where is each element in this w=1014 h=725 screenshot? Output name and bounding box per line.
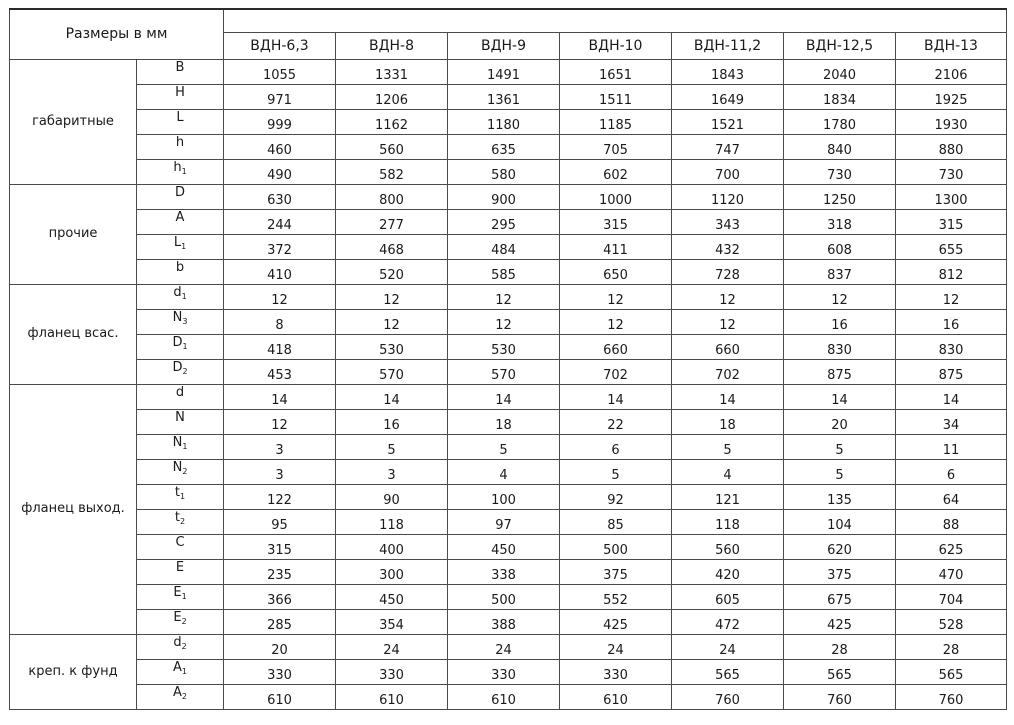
dimension-value: 620: [784, 534, 896, 559]
dimension-value: 747: [672, 134, 784, 159]
dimension-code: [137, 234, 224, 259]
dimension-value: 602: [560, 159, 672, 184]
dimension-value: 14: [672, 384, 784, 409]
dimension-value: 610: [448, 684, 560, 709]
dimension-value: 4: [448, 459, 560, 484]
table-row: [10, 334, 1007, 359]
dimension-value: 3: [224, 459, 336, 484]
model-header: ВДН-10: [560, 32, 672, 59]
dimension-subscript: 1: [181, 591, 187, 601]
dimension-value: 971: [224, 84, 336, 109]
model-header: ВДН-9: [448, 32, 560, 59]
dimension-value: 95: [224, 509, 336, 534]
dimension-value: 12: [560, 309, 672, 334]
dimension-symbol: D: [174, 184, 185, 200]
dimension-code: [137, 509, 224, 534]
table-row: [10, 284, 1007, 309]
dimension-value: 840: [784, 134, 896, 159]
dimension-value: 315: [896, 209, 1007, 234]
dimension-value: 420: [672, 559, 784, 584]
dimension-code: [137, 184, 224, 209]
dimension-value: 121: [672, 484, 784, 509]
dimension-code: [137, 334, 224, 359]
dimension-value: 372: [224, 234, 336, 259]
dimension-value: 1511: [560, 84, 672, 109]
dimension-value: 552: [560, 584, 672, 609]
dimension-value: 8: [224, 309, 336, 334]
dimension-value: 1120: [672, 184, 784, 209]
group-label: креп. к фунд: [10, 634, 137, 709]
dimension-code: [137, 459, 224, 484]
dimension-value: 1521: [672, 109, 784, 134]
corner-header: Размеры в мм: [10, 9, 224, 59]
dimension-symbol: t: [174, 484, 180, 500]
dimension-symbol: N: [172, 434, 183, 450]
dimension-value: 565: [896, 659, 1007, 684]
dimension-value: 285: [224, 609, 336, 634]
dimensions-table: [9, 8, 1007, 710]
dimension-value: 14: [560, 384, 672, 409]
table-row: [10, 534, 1007, 559]
dimension-subscript: 2: [181, 691, 187, 701]
dimension-value: 1300: [896, 184, 1007, 209]
group-label: габаритные: [10, 59, 137, 184]
dimension-value: 5: [448, 434, 560, 459]
dimension-value: 20: [784, 409, 896, 434]
dimension-value: 610: [336, 684, 448, 709]
dimension-code: [137, 659, 224, 684]
dimension-value: 3: [336, 459, 448, 484]
dimension-symbol: N: [172, 459, 183, 475]
dimension-value: 400: [336, 534, 448, 559]
dimension-symbol: N: [175, 409, 185, 425]
dimensions-sheet: [9, 8, 1007, 710]
dimension-value: 12: [896, 284, 1007, 309]
dimension-value: 12: [448, 284, 560, 309]
dimension-code: [137, 359, 224, 384]
group-label: прочие: [10, 184, 137, 284]
dimension-value: 425: [784, 609, 896, 634]
dimension-value: 28: [896, 634, 1007, 659]
dimension-value: 92: [560, 484, 672, 509]
dimension-value: 1491: [448, 59, 560, 84]
dimension-value: 11: [896, 434, 1007, 459]
dimension-value: 1649: [672, 84, 784, 109]
dimension-value: 14: [224, 384, 336, 409]
dimension-subscript: 1: [181, 666, 187, 676]
dimension-value: 16: [784, 309, 896, 334]
dimension-code: [137, 534, 224, 559]
dimension-value: 565: [784, 659, 896, 684]
dimension-value: 28: [784, 634, 896, 659]
dimension-subscript: 1: [182, 441, 188, 451]
dimension-value: 675: [784, 584, 896, 609]
table-row: [10, 59, 1007, 84]
dimension-value: 375: [560, 559, 672, 584]
dimension-symbol: L: [173, 234, 182, 250]
dimension-subscript: 3: [182, 316, 188, 326]
dimension-subscript: 2: [182, 466, 188, 476]
table-row: [10, 209, 1007, 234]
dimension-code: [137, 109, 224, 134]
dimension-code: [137, 284, 224, 309]
dimension-value: 315: [224, 534, 336, 559]
dimension-value: 760: [784, 684, 896, 709]
dimension-value: 875: [784, 359, 896, 384]
dimension-value: 18: [448, 409, 560, 434]
dimension-value: 1925: [896, 84, 1007, 109]
dimension-value: 702: [672, 359, 784, 384]
dimension-value: 812: [896, 259, 1007, 284]
dimension-value: 411: [560, 234, 672, 259]
dimension-value: 432: [672, 234, 784, 259]
dimension-value: 354: [336, 609, 448, 634]
table-row: [10, 559, 1007, 584]
dimension-code: [137, 584, 224, 609]
dimension-value: 418: [224, 334, 336, 359]
dimension-value: 500: [560, 534, 672, 559]
dimension-value: 450: [336, 584, 448, 609]
dimension-value: 1361: [448, 84, 560, 109]
dimension-value: 12: [224, 409, 336, 434]
dimension-value: 1162: [336, 109, 448, 134]
dimension-value: 470: [896, 559, 1007, 584]
dimension-value: 16: [336, 409, 448, 434]
dimension-value: 570: [336, 359, 448, 384]
dimension-value: 837: [784, 259, 896, 284]
dimension-code: [137, 159, 224, 184]
table-row: [10, 459, 1007, 484]
dimension-value: 875: [896, 359, 1007, 384]
dimension-value: 24: [560, 634, 672, 659]
dimension-value: 315: [560, 209, 672, 234]
dimension-value: 468: [336, 234, 448, 259]
dimension-value: 12: [336, 284, 448, 309]
dimension-symbol: d: [173, 634, 182, 650]
dimension-value: 295: [448, 209, 560, 234]
dimension-value: 580: [448, 159, 560, 184]
dimension-symbol: h: [173, 159, 182, 175]
dimension-subscript: 2: [182, 366, 188, 376]
dimension-value: 2040: [784, 59, 896, 84]
dimension-code: [137, 609, 224, 634]
dimension-symbol: A: [173, 659, 182, 675]
dimension-value: 625: [896, 534, 1007, 559]
table-row: [10, 84, 1007, 109]
table-row: [10, 609, 1007, 634]
model-header: ВДН-8: [336, 32, 448, 59]
group-label: фланец выход.: [10, 384, 137, 634]
table-row: [10, 384, 1007, 409]
dimension-code: [137, 259, 224, 284]
dimension-value: 6: [560, 434, 672, 459]
table-row: [10, 434, 1007, 459]
dimension-value: 104: [784, 509, 896, 534]
dimension-value: 330: [448, 659, 560, 684]
dimension-value: 730: [896, 159, 1007, 184]
dimension-symbol: A: [175, 209, 185, 225]
dimension-value: 366: [224, 584, 336, 609]
dimension-value: 655: [896, 234, 1007, 259]
table-row: [10, 359, 1007, 384]
dimension-value: 704: [896, 584, 1007, 609]
dimension-symbol: A: [173, 684, 182, 700]
dimension-value: 2106: [896, 59, 1007, 84]
dimension-value: 388: [448, 609, 560, 634]
dimension-value: 5: [560, 459, 672, 484]
dimension-value: 343: [672, 209, 784, 234]
dimension-value: 12: [336, 309, 448, 334]
dimension-value: 24: [336, 634, 448, 659]
dimension-symbol: B: [175, 59, 185, 75]
dimension-value: 16: [896, 309, 1007, 334]
dimension-value: 1250: [784, 184, 896, 209]
dimension-code: [137, 409, 224, 434]
dimension-symbol: b: [175, 259, 185, 275]
dimension-code: [137, 209, 224, 234]
dimension-value: 605: [672, 584, 784, 609]
dimension-subscript: 1: [181, 291, 187, 301]
dimension-subscript: 2: [181, 616, 187, 626]
dimension-value: 1834: [784, 84, 896, 109]
table-row: [10, 484, 1007, 509]
dimension-value: 635: [448, 134, 560, 159]
dimension-value: 1206: [336, 84, 448, 109]
dimension-value: 1000: [560, 184, 672, 209]
dimension-symbol: D: [172, 334, 183, 350]
dimension-value: 608: [784, 234, 896, 259]
table-row: [10, 509, 1007, 534]
dimension-value: 1930: [896, 109, 1007, 134]
dimension-code: [137, 559, 224, 584]
dimension-value: 375: [784, 559, 896, 584]
group-label: фланец всас.: [10, 284, 137, 384]
dimension-value: 3: [224, 434, 336, 459]
dimension-value: 830: [784, 334, 896, 359]
dimension-value: 330: [224, 659, 336, 684]
dimension-value: 700: [672, 159, 784, 184]
dimension-symbol: N: [172, 309, 183, 325]
dimension-value: 277: [336, 209, 448, 234]
dimension-value: 14: [336, 384, 448, 409]
dimension-value: 800: [336, 184, 448, 209]
dimension-value: 705: [560, 134, 672, 159]
dimension-value: 122: [224, 484, 336, 509]
dimension-subscript: 1: [180, 491, 186, 501]
dimension-value: 490: [224, 159, 336, 184]
dimension-value: 1780: [784, 109, 896, 134]
dimension-value: 4: [672, 459, 784, 484]
dimension-subscript: 1: [182, 341, 188, 351]
dimension-value: 730: [784, 159, 896, 184]
dimension-code: [137, 484, 224, 509]
dimension-value: 425: [560, 609, 672, 634]
dimension-value: 330: [336, 659, 448, 684]
model-header: ВДН-6,3: [224, 32, 336, 59]
dimension-value: 630: [224, 184, 336, 209]
dimension-value: 520: [336, 259, 448, 284]
dimension-value: 22: [560, 409, 672, 434]
dimension-value: 5: [784, 459, 896, 484]
dimension-subscript: 2: [181, 641, 187, 651]
dimension-value: 560: [336, 134, 448, 159]
table-row: [10, 109, 1007, 134]
model-header: ВДН-11,2: [672, 32, 784, 59]
dimension-symbol: E: [175, 559, 185, 575]
dimension-value: 5: [672, 434, 784, 459]
dimension-value: 582: [336, 159, 448, 184]
dimension-value: 1651: [560, 59, 672, 84]
dimension-value: 760: [896, 684, 1007, 709]
dimension-code: [137, 309, 224, 334]
dimension-symbol: L: [176, 109, 184, 125]
dimension-subscript: 2: [180, 516, 186, 526]
dimension-value: 97: [448, 509, 560, 534]
dimension-value: 460: [224, 134, 336, 159]
dimension-value: 235: [224, 559, 336, 584]
dimension-code: [137, 634, 224, 659]
dimension-code: [137, 84, 224, 109]
dimension-value: 660: [560, 334, 672, 359]
model-header: ВДН-13: [896, 32, 1007, 59]
dimension-value: 565: [672, 659, 784, 684]
dimension-value: 24: [672, 634, 784, 659]
dimension-value: 12: [784, 284, 896, 309]
dimension-value: 34: [896, 409, 1007, 434]
dimension-value: 1055: [224, 59, 336, 84]
dimension-symbol: E: [173, 584, 182, 600]
dimension-value: 14: [896, 384, 1007, 409]
dimension-value: 880: [896, 134, 1007, 159]
dimension-value: 24: [448, 634, 560, 659]
model-header: ВДН-12,5: [784, 32, 896, 59]
table-row: [10, 259, 1007, 284]
dimension-value: 118: [336, 509, 448, 534]
dimension-symbol: t: [174, 509, 180, 525]
dimension-value: 85: [560, 509, 672, 534]
dimension-value: 760: [672, 684, 784, 709]
dimension-value: 472: [672, 609, 784, 634]
dimension-symbol: d: [175, 384, 185, 400]
dimension-value: 5: [336, 434, 448, 459]
dimension-value: 500: [448, 584, 560, 609]
dimension-value: 560: [672, 534, 784, 559]
table-row: [10, 634, 1007, 659]
dimension-value: 570: [448, 359, 560, 384]
table-row: [10, 309, 1007, 334]
dimension-value: 338: [448, 559, 560, 584]
dimension-value: 14: [448, 384, 560, 409]
dimension-value: 610: [224, 684, 336, 709]
dimension-value: 702: [560, 359, 672, 384]
table-row: [10, 684, 1007, 709]
table-row: [10, 409, 1007, 434]
dimension-value: 530: [448, 334, 560, 359]
dimension-value: 18: [672, 409, 784, 434]
dimension-code: [137, 384, 224, 409]
dimension-value: 300: [336, 559, 448, 584]
dimension-value: 88: [896, 509, 1007, 534]
table-row: [10, 584, 1007, 609]
dimension-value: 660: [672, 334, 784, 359]
dimension-value: 100: [448, 484, 560, 509]
dimension-value: 830: [896, 334, 1007, 359]
dimension-value: 12: [448, 309, 560, 334]
dimension-value: 64: [896, 484, 1007, 509]
dimension-value: 484: [448, 234, 560, 259]
dimension-symbol: C: [175, 534, 185, 550]
table-row: [10, 184, 1007, 209]
dimension-value: 453: [224, 359, 336, 384]
dimension-value: 450: [448, 534, 560, 559]
dimension-value: 5: [784, 434, 896, 459]
dimension-value: 14: [784, 384, 896, 409]
dimension-code: [137, 684, 224, 709]
dimension-value: 1180: [448, 109, 560, 134]
dimension-value: 410: [224, 259, 336, 284]
dimension-value: 12: [672, 309, 784, 334]
dimension-symbol: H: [175, 84, 185, 100]
dimension-value: 1331: [336, 59, 448, 84]
dimension-value: 12: [560, 284, 672, 309]
dimension-value: 12: [224, 284, 336, 309]
dimension-value: 728: [672, 259, 784, 284]
dimension-symbol: E: [173, 609, 182, 625]
dimension-value: 610: [560, 684, 672, 709]
dimension-value: 900: [448, 184, 560, 209]
dimension-value: 6: [896, 459, 1007, 484]
dimension-value: 12: [672, 284, 784, 309]
dimension-subscript: 1: [181, 241, 187, 251]
dimension-code: [137, 134, 224, 159]
dimension-value: 999: [224, 109, 336, 134]
dimension-subscript: 1: [181, 166, 187, 176]
dimension-value: 585: [448, 259, 560, 284]
dimension-value: 528: [896, 609, 1007, 634]
dimension-value: 118: [672, 509, 784, 534]
table-row: [10, 159, 1007, 184]
dimension-value: 90: [336, 484, 448, 509]
dimension-value: 330: [560, 659, 672, 684]
table-row: [10, 659, 1007, 684]
dimension-value: 530: [336, 334, 448, 359]
dimension-symbol: h: [175, 134, 185, 150]
dimension-value: 244: [224, 209, 336, 234]
dimension-value: 135: [784, 484, 896, 509]
dimension-value: 20: [224, 634, 336, 659]
header-blank-strip: [224, 9, 1007, 32]
table-row: [10, 234, 1007, 259]
dimension-code: [137, 59, 224, 84]
table-row: [10, 134, 1007, 159]
dimension-code: [137, 434, 224, 459]
dimension-symbol: d: [173, 284, 182, 300]
dimension-value: 318: [784, 209, 896, 234]
dimension-symbol: D: [172, 359, 183, 375]
dimension-value: 650: [560, 259, 672, 284]
dimension-value: 1843: [672, 59, 784, 84]
dimension-value: 1185: [560, 109, 672, 134]
